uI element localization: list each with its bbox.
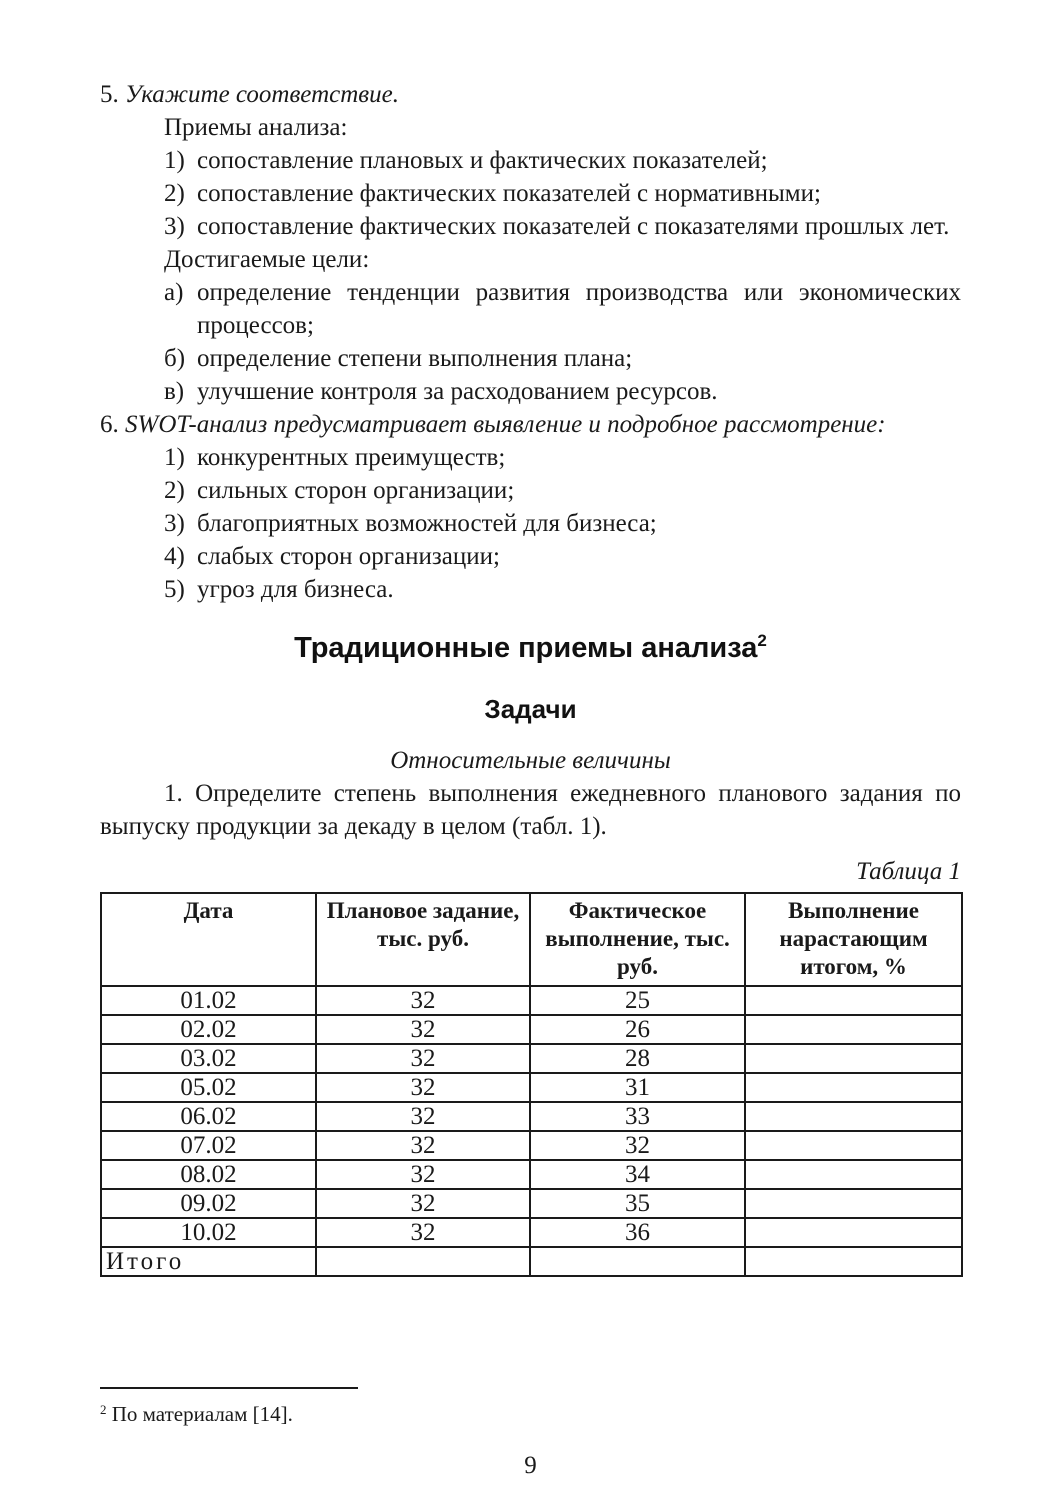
list-item: 3) сопоставление фактических показателей с показателями прошлых лет. <box>164 213 950 240</box>
table-row: 01.02 32 25 <box>101 986 962 1015</box>
table-row: 08.02 32 34 <box>101 1160 962 1189</box>
question-number: 6. <box>100 411 119 438</box>
list-item: 4) слабых сторон организации; <box>164 543 500 570</box>
section-title: Традиционные приемы анализа$^2$ <box>294 631 767 664</box>
table-row: 09.02 32 35 <box>101 1189 962 1218</box>
total-label: Итого <box>101 1247 316 1276</box>
column-header-fact: Фактическое выполнение, тыс. руб. <box>530 893 745 986</box>
list-item: 3) благоприятных возможностей для бизнеса; <box>164 510 657 537</box>
goals-list <box>100 276 961 408</box>
list-item: б) определение степени выполнения плана; <box>164 345 633 372</box>
data-table <box>100 892 963 1277</box>
table-row: 06.02 32 33 <box>101 1102 962 1131</box>
list-item: 1) конкурентных преимуществ; <box>164 444 506 471</box>
footnote: $^2$ По материалам [14]. <box>100 1402 293 1426</box>
question-title: Укажите соответствие. <box>125 81 399 108</box>
table-caption: Таблица 1 <box>856 858 961 885</box>
page-number: 9 <box>524 1452 537 1479</box>
column-header-plan: Плановое задание, тыс. руб. <box>316 893 530 986</box>
table-row: 02.02 32 26 <box>101 1015 962 1044</box>
table-total-row <box>101 1247 962 1276</box>
list-item: 1) сопоставление плановых и фактических показателей; <box>164 147 768 174</box>
table-row: 07.02 32 32 <box>101 1131 962 1160</box>
table-row: 05.02 32 31 <box>101 1073 962 1102</box>
question-title: SWOT-анализ предусматривает выявление и подробное рассмотрение: <box>125 411 886 438</box>
list-item: 5) угроз для бизнеса. <box>164 576 394 603</box>
methods-list <box>100 144 961 243</box>
table-row: 10.02 32 36 <box>101 1218 962 1247</box>
footnote-ref[interactable]: 2 <box>757 631 767 650</box>
column-header-cumulative: Выполнение нарастающим итогом, % <box>745 893 962 986</box>
column-header-date: Дата <box>101 893 316 986</box>
subsection-title: Задачи <box>484 694 577 724</box>
goals-label: Достигаемые цели: <box>164 246 370 273</box>
list-item: 2) сопоставление фактических показателей с нормативными; <box>164 180 821 207</box>
task-1-text: 1. Определите степень выполнения ежедневного планового задания по выпуску продукции за декаду в целом (табл. 1). <box>100 780 961 840</box>
methods-label: Приемы анализа: <box>164 114 348 141</box>
swot-options-list <box>100 441 961 606</box>
list-item: в) улучшение контроля за расходованием ресурсов. <box>164 378 718 405</box>
question-6-heading <box>100 408 961 441</box>
footnote-divider <box>100 1387 358 1389</box>
question-number: 5. <box>100 81 119 108</box>
topic-title: Относительные величины <box>390 747 671 774</box>
list-item: а) определение тенденции развития производства или экономических процессов; <box>164 279 961 339</box>
question-5-heading <box>100 78 961 111</box>
list-item: 2) сильных сторон организации; <box>164 477 515 504</box>
table-row: 03.02 32 28 <box>101 1044 962 1073</box>
table-header-row <box>101 893 962 986</box>
